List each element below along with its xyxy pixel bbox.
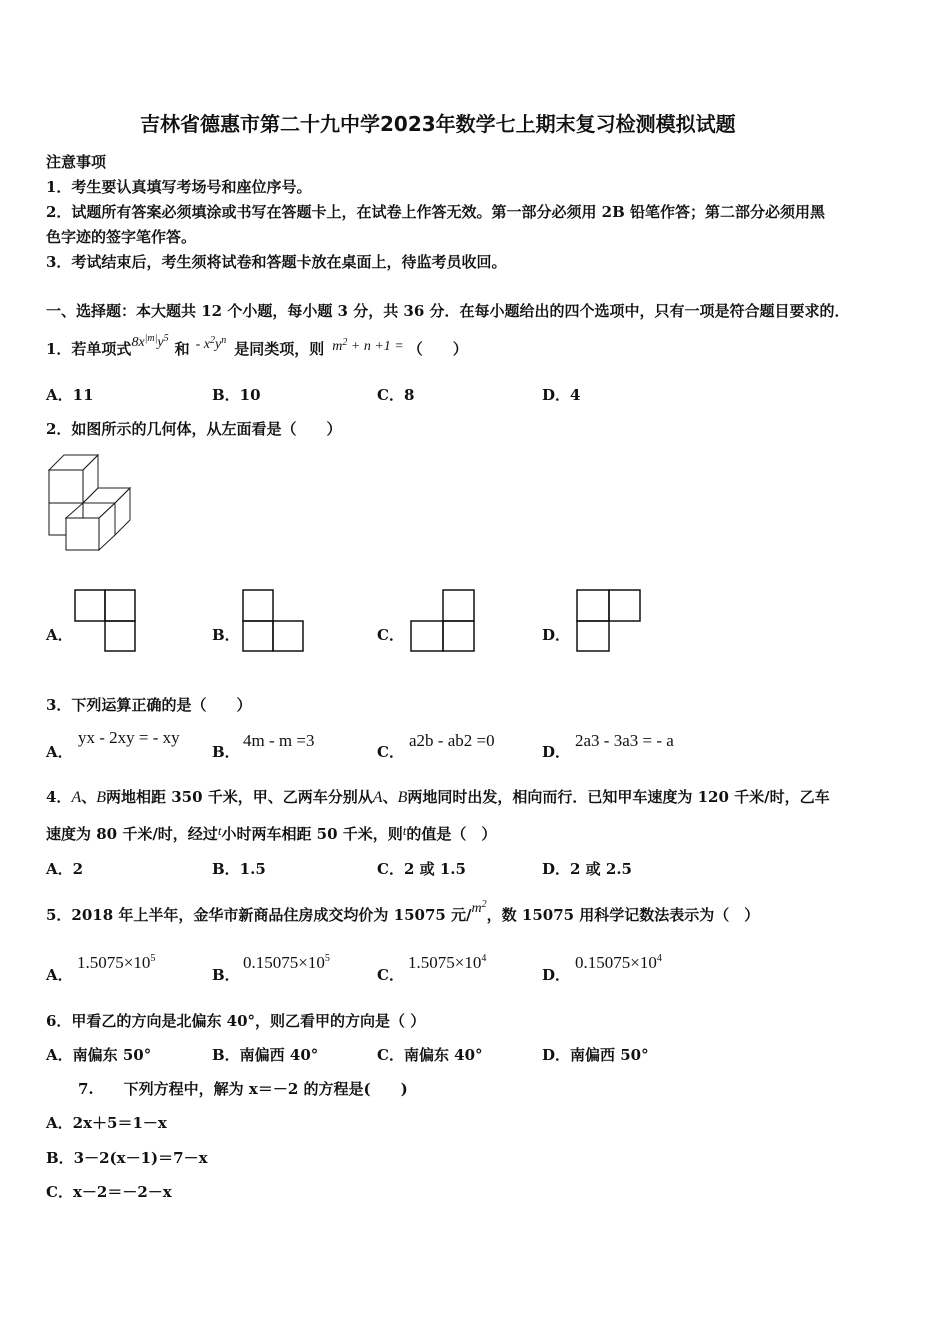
option-c-label: C． [377, 743, 404, 761]
notice-heading: 注意事项 [46, 153, 107, 171]
question-7: 7. 下列方程中，解为 x＝－2 的方程是( ) [78, 1080, 408, 1098]
question-3: 3．下列运算正确的是（ ） [46, 696, 252, 714]
notice-item: 2．试题所有答案必须填涂或书写在答题卡上，在试卷上作答无效。第一部分必须用 2B 铅笔作答；第二部分必须用黑 [46, 203, 826, 221]
option-a: A．2 [46, 860, 84, 878]
cube-front-face [66, 518, 99, 550]
view-option-c [410, 589, 476, 653]
question-4-line-2: 速度为 80 千米/时，经过t小时两车相距 50 千米，则t的值是（ ） [46, 823, 497, 843]
q1-expr2: - $x^2y^n$ [195, 335, 227, 352]
option-b: B．10 [212, 386, 261, 404]
option-d-label: D． [542, 966, 571, 984]
option-c-expr: $1.5075\times 10^4$ [408, 953, 487, 972]
view-option-d [576, 589, 642, 653]
question-1 [46, 333, 468, 362]
option-a: A．南偏东 50° [46, 1046, 152, 1064]
option-a-label: A． [46, 626, 73, 644]
unit-m2: $m^2$ [471, 899, 487, 916]
cube-side-face [99, 503, 115, 550]
option-a-label: A． [46, 743, 73, 761]
option-b-expr: $0.15075\times 10^5$ [243, 953, 330, 972]
option-b-expr: 4m - m =3 [243, 731, 315, 750]
notice-item: 色字迹的签字笔作答。 [46, 228, 197, 246]
question-6: 6．甲看乙的方向是北偏东 40°，则乙看甲的方向是（ ） [46, 1012, 426, 1030]
q1-prefix: 1．若单项式 [46, 340, 132, 358]
q1-expr3: $m^2 + n +1$ = [332, 337, 404, 354]
option-c: C．x－2＝－2－x [46, 1183, 172, 1201]
option-b-label: B． [212, 626, 240, 644]
option-a-label: A． [46, 966, 73, 984]
view-option-b [242, 589, 306, 653]
solid-figure [44, 450, 136, 556]
q1-expr1: $8x^{|m|}y^5$ [131, 333, 169, 350]
cube-front-face [49, 470, 83, 503]
q1-middle: 是同类项，则 [234, 340, 325, 358]
question-2: 2．如图所示的几何体，从左面看是（ ） [46, 420, 342, 438]
option-a-expr: $1.5075\times 10^5$ [77, 953, 156, 972]
question-4-line-1: 4．A、B两地相距 350 千米，甲、乙两车分别从A、B两地同时出发，相向而行．已知甲车速度为 120 千米/时，乙车 [46, 788, 830, 806]
option-d: D．南偏西 50° [542, 1046, 649, 1064]
question-5: 5．2018 年上半年，金华市新商品住房成交均价为 15075 元$/m^2$，数 15075 用科学记数法表示为（ ） [46, 899, 760, 924]
option-d-label: D． [542, 626, 571, 644]
option-a-expr: yx - 2xy = - xy [78, 728, 180, 747]
option-c: C．南偏东 40° [377, 1046, 483, 1064]
option-b: B．1.5 [212, 860, 266, 878]
option-d: D．4 [542, 386, 581, 404]
option-a: A．11 [46, 386, 94, 404]
option-d-expr: 2a3 - 3a3 = - a [575, 731, 674, 750]
option-c-label: C． [377, 966, 404, 984]
option-b-label: B． [212, 966, 240, 984]
notice-item: 1．考生要认真填写考场号和座位序号。 [46, 178, 312, 196]
cube-side-face [115, 488, 130, 535]
q1-and: 和 [174, 340, 190, 358]
option-b: B．南偏西 40° [212, 1046, 319, 1064]
view-option-a [74, 589, 138, 653]
option-d: D．2 或 2.5 [542, 860, 632, 878]
option-b-label: B． [212, 743, 240, 761]
option-c: C．2 或 1.5 [377, 860, 466, 878]
option-d-label: D． [542, 743, 571, 761]
notice-item: 3．考试结束后，考生须将试卷和答题卡放在桌面上，待监考员收回。 [46, 253, 507, 271]
section-heading: 一、选择题：本大题共 12 个小题，每小题 3 分，共 36 分．在每小题给出的四个选项中，只有一项是符合题目要求的． [46, 302, 850, 320]
option-c-expr: a2b - ab2 =0 [409, 731, 495, 750]
option-c: C．8 [377, 386, 415, 404]
option-c-label: C． [377, 626, 404, 644]
option-d-expr: $0.15075\times 10^4$ [575, 953, 662, 972]
page-title: 吉林省德惠市第二十九中学2023年数学七上期末复习检测模拟试题 [140, 112, 736, 136]
option-a: A．2x＋5＝1－x [46, 1114, 167, 1132]
option-b: B．3－2(x－1)＝7－x [46, 1149, 208, 1167]
q1-suffix: （ ） [407, 340, 468, 358]
